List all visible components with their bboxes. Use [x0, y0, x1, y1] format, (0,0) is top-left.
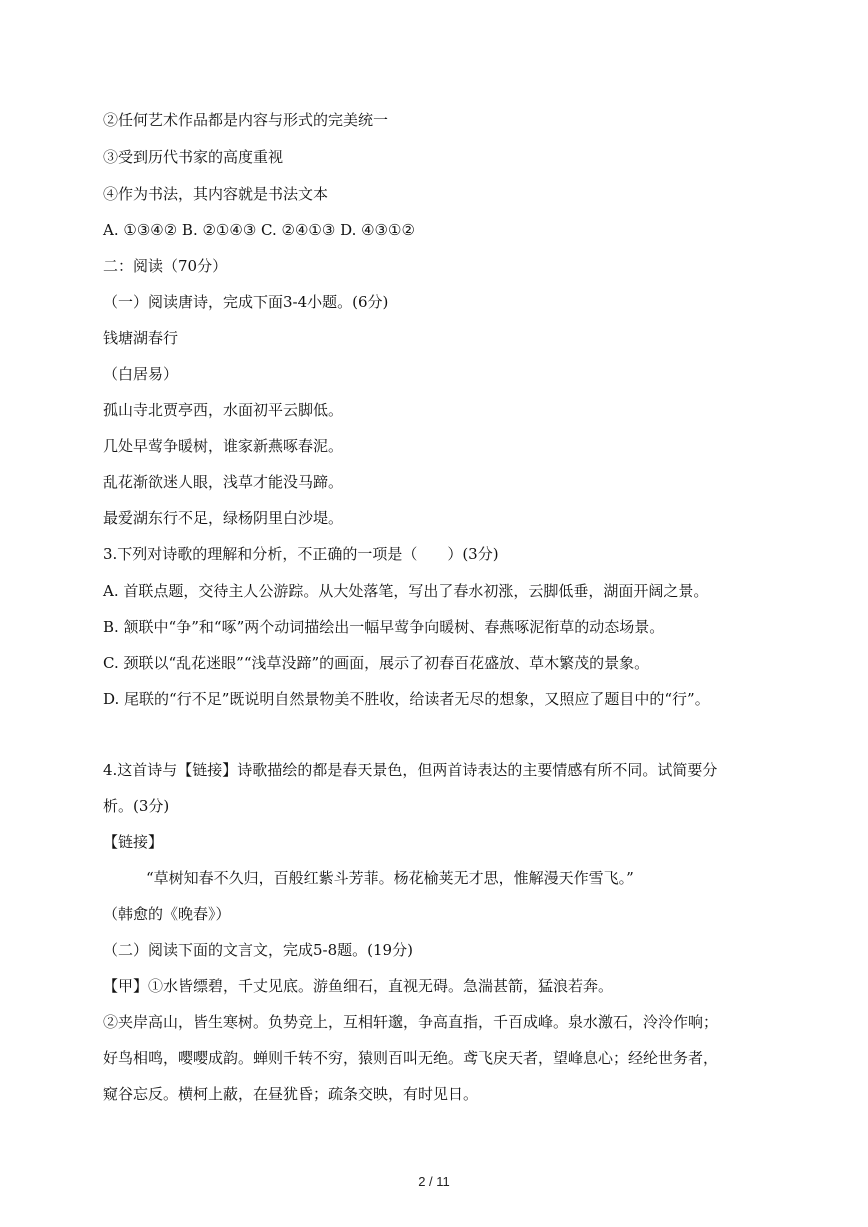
question-3-option-a: A. 首联点题，交待主人公游踪。从大处落笔，写出了春水初涨，云脚低垂，湖面开阔之景。: [103, 582, 709, 600]
section-heading-reading: 二：阅读（70分）: [103, 257, 228, 275]
page-number: 2 / 11: [418, 1174, 450, 1189]
passage-line-4: 窥谷忘反。横柯上蔽，在昼犹昏；疏条交映，有时见日。: [103, 1085, 479, 1103]
passage-line-2: ②夹岸高山，皆生寒树。负势竞上，互相轩邈，争高直指，千百成峰。泉水激石，泠泠作响；: [103, 1013, 719, 1031]
question-3-option-d: D. 尾联的“行不足”既说明自然景物美不胜收，给读者无尽的想象，又照应了题目中的“行”。: [103, 690, 710, 708]
poem-title: 钱塘湖春行: [103, 329, 179, 347]
poem-line-3: 乱花渐欲迷人眼，浅草才能没马蹄。: [103, 473, 344, 491]
option-line-3: ③受到历代书家的高度重视: [103, 148, 284, 166]
passage-line-1: 【甲】①水皆缥碧，千丈见底。游鱼细石，直视无碍。急湍甚箭，猛浪若奔。: [103, 977, 614, 995]
question-3: 3.下列对诗歌的理解和分析，不正确的一项是（ ）(3分): [103, 545, 499, 563]
question-3-option-c: C. 颈联以“乱花迷眼”“浅草没蹄”的画面，展示了初春百花盛放、草木繁茂的景象。: [103, 654, 650, 672]
question-3-option-b: B. 颔联中“争”和“啄”两个动词描绘出一幅早莺争向暖树、春燕啄泥衔草的动态场景。: [103, 618, 665, 636]
answer-choices-line: A. ①③④② B. ②①④③ C. ②④①③ D. ④③①②: [103, 221, 415, 239]
link-poem: “草树知春不久归，百般红紫斗芳菲。杨花榆荚无才思，惟解漫天作雪飞。”: [146, 869, 634, 887]
link-heading: 【链接】: [103, 833, 164, 851]
option-line-4: ④作为书法，其内容就是书法文本: [103, 185, 329, 203]
poem-line-1: 孤山寺北贾亭西，水面初平云脚低。: [103, 401, 344, 419]
subsection-heading-classical: （二）阅读下面的文言文，完成5-8题。(19分): [103, 941, 413, 959]
poem-author: （白居易）: [103, 365, 179, 383]
poem-line-4: 最爱湖东行不足，绿杨阴里白沙堤。: [103, 509, 344, 527]
passage-line-3: 好鸟相鸣，嘤嘤成韵。蝉则千转不穷，猿则百叫无绝。鸢飞戾天者，望峰息心；经纶世务者，: [103, 1049, 719, 1067]
question-4-line-2: 析。(3分): [103, 797, 170, 815]
option-line-2: ②任何艺术作品都是内容与形式的完美统一: [103, 111, 389, 129]
link-source: （韩愈的《晚春》）: [103, 905, 231, 923]
question-4-line-1: 4.这首诗与【链接】诗歌描绘的都是春天景色，但两首诗表达的主要情感有所不同。试简要分: [103, 761, 718, 779]
poem-line-2: 几处早莺争暖树，谁家新燕啄春泥。: [103, 437, 344, 455]
subsection-heading-poem: （一）阅读唐诗，完成下面3-4小题。(6分): [103, 293, 389, 311]
